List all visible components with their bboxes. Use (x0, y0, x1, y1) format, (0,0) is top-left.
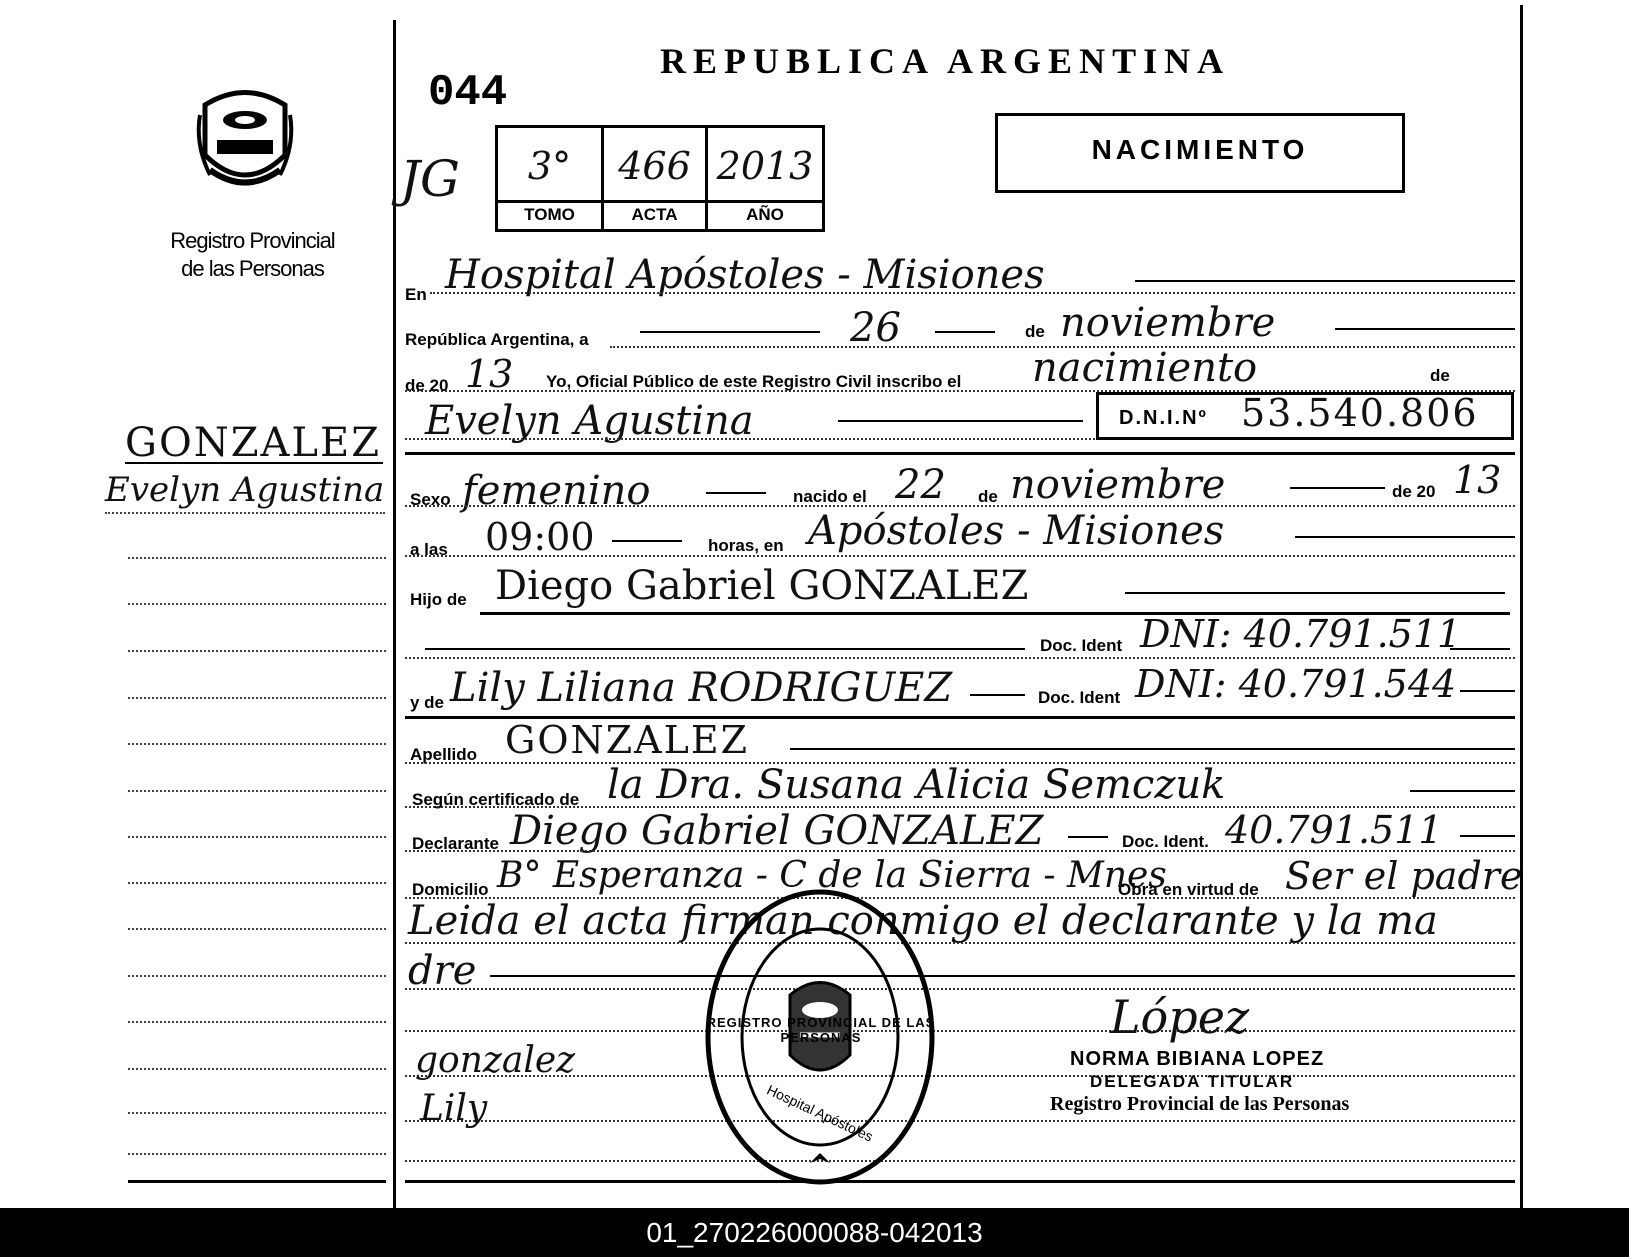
fill-day-post (935, 331, 995, 333)
signature-declarant: gonzalez (415, 1040, 576, 1081)
fill-declarant-doc (1460, 835, 1515, 837)
fill-mother (970, 694, 1025, 696)
country-title: REPUBLICA ARGENTINA (660, 41, 1231, 81)
margin-dotted-line (128, 697, 386, 699)
margin-dotted-line (128, 1068, 386, 1070)
value-event: nacimiento (1032, 345, 1258, 391)
value-year-suffix: 13 (465, 352, 514, 396)
tomo-cell (498, 128, 604, 229)
value-certificate-by: la Dra. Susana Alicia Semczuk (607, 762, 1226, 808)
fill-child-names (838, 420, 1083, 422)
label-de-end: de (1430, 366, 1450, 385)
anio-value: 2013 (716, 144, 814, 188)
label-en: En (405, 285, 427, 304)
stamp-ring-text: REGISTRO PROVINCIAL DE LAS PERSONAS (706, 1015, 936, 1045)
document-id: 01_270226000088-042013 (646, 1217, 983, 1248)
value-child-names: Evelyn Agustina (425, 398, 754, 444)
label-a-las: a las (410, 540, 448, 559)
tomo-label: TOMO (498, 200, 601, 229)
acta-label: ACTA (604, 200, 705, 229)
document-id-bar (0, 1208, 1629, 1257)
fill-surname (790, 748, 1515, 750)
label-nacido-el: nacido el (793, 487, 867, 506)
line-place (430, 292, 1515, 294)
fill-closing-2 (490, 975, 1515, 977)
value-by-virtue: Ser el padre (1285, 854, 1523, 898)
value-place: Hospital Apóstoles - Misiones (445, 252, 1045, 298)
margin-dotted-line (128, 557, 386, 559)
value-father-doc: DNI: 40.791.511 (1140, 612, 1462, 656)
label-domicilio: Domicilio (412, 880, 489, 899)
margin-bottom-rule (128, 1180, 386, 1183)
rule-after-names (405, 452, 1515, 455)
label-apellido: Apellido (410, 745, 478, 764)
value-declarant-doc: 40.791.511 (1225, 808, 1443, 852)
line-father-doc (405, 657, 1515, 659)
signature-mother: Lily (420, 1088, 488, 1129)
fill-hour (612, 540, 682, 542)
label-de-mid: de (978, 487, 998, 506)
label-republica: República Argentina, a (405, 330, 589, 349)
fill-certificate (1410, 790, 1515, 792)
value-birth-year-suffix: 13 (1453, 458, 1502, 502)
margin-dotted-line (128, 603, 386, 605)
line-declarant (405, 850, 1515, 852)
value-father: Diego Gabriel GONZALEZ (495, 563, 1029, 609)
line-closing-2 (405, 988, 1515, 990)
value-surname: GONZALEZ (505, 718, 749, 762)
label-sexo: Sexo (410, 490, 451, 509)
margin-surname-rule (125, 462, 383, 464)
officer-name: NORMA BIBIANA LOPEZ (1070, 1048, 1325, 1070)
label-declarante: Declarante (412, 834, 499, 853)
anio-label: AÑO (708, 200, 822, 229)
label-de: de (1025, 322, 1045, 341)
margin-dotted-line (128, 1153, 386, 1155)
left-frame-line (393, 20, 396, 1208)
signature-line (405, 1030, 1515, 1032)
margin-dotted-line (128, 1112, 386, 1114)
value-mother-doc: DNI: 40.791.544 (1135, 662, 1457, 706)
fill-mother-doc (1460, 690, 1515, 692)
officer-title: DELEGADA TITULAR (1090, 1072, 1295, 1091)
signature-line (405, 1120, 1515, 1122)
margin-dotted-line (128, 836, 386, 838)
right-frame-line (1520, 5, 1523, 1208)
coat-of-arms-emblem (195, 85, 295, 205)
fill-birth-month (1290, 487, 1385, 489)
value-month: noviembre (1060, 300, 1276, 346)
label-yo-oficial: Yo, Oficial Público de este Registro Civil inscribo el (546, 372, 962, 391)
value-closing-1: Leida el acta firman conmigo el declarante y la ma (408, 898, 1438, 944)
margin-dotted-line (128, 650, 386, 652)
label-obra: Obra en virtud de (1118, 880, 1259, 899)
value-birth-place: Apóstoles - Misiones (808, 508, 1225, 554)
issuer-line-1: Registro Provincial (170, 228, 335, 253)
official-stamp (700, 885, 940, 1190)
fill-day-pre (640, 331, 820, 333)
margin-given-rule (105, 512, 385, 514)
label-hijo-de: Hijo de (410, 590, 467, 609)
label-doc-ident-2: Doc. Ident (1038, 688, 1121, 707)
officer-org: Registro Provincial de las Personas (1050, 1093, 1350, 1115)
margin-dotted-line (128, 882, 386, 884)
margin-dotted-line (128, 743, 386, 745)
tomo-value: 3° (527, 144, 572, 188)
line-child-names (405, 438, 1095, 440)
line-hour (405, 555, 1515, 557)
margin-dotted-line (128, 928, 386, 930)
margin-dotted-line (128, 790, 386, 792)
line-sex (405, 505, 1515, 507)
label-segun: Según certificado de (412, 790, 580, 809)
issuer-line-2: de las Personas (181, 256, 324, 281)
acta-value: 466 (618, 144, 691, 188)
value-hour: 09:00 (485, 515, 595, 559)
record-type-box (995, 113, 1405, 193)
anio-cell (708, 128, 822, 229)
margin-given-names: Evelyn Agustina (105, 470, 385, 510)
signature-line (405, 1160, 1515, 1162)
value-sex: femenino (462, 468, 651, 514)
margin-surname: GONZALEZ (125, 420, 381, 466)
fill-birth-place (1295, 536, 1515, 538)
value-birth-day: 22 (895, 462, 946, 508)
value-declarant: Diego Gabriel GONZALEZ (510, 808, 1044, 854)
value-birth-month: noviembre (1010, 462, 1226, 508)
bottom-rule (405, 1180, 1515, 1183)
value-address: B° Esperanza - C de la Sierra - Mnes (497, 855, 1167, 896)
label-y-de: y de (410, 693, 445, 712)
dni-label: D.N.I.Nº (1119, 407, 1208, 429)
line-closing-1 (405, 942, 1515, 944)
stamp-inner-text: Hospital Apóstoles (764, 1081, 876, 1145)
label-doc-ident-3: Doc. Ident. (1122, 832, 1209, 851)
register-initials: JG (400, 150, 460, 208)
arrow-line (1335, 328, 1515, 330)
officer-signature: López (1110, 990, 1250, 1044)
dni-value: 53.540.806 (1241, 391, 1479, 435)
margin-dotted-line (128, 975, 386, 977)
value-day: 26 (850, 305, 901, 351)
value-closing-2: dre (408, 948, 477, 994)
fill-sex (706, 492, 766, 494)
register-box (495, 125, 825, 232)
label-doc-ident: Doc. Ident (1040, 636, 1123, 655)
margin-dotted-line (128, 1021, 386, 1023)
acta-cell (604, 128, 708, 229)
label-horas-en: horas, en (708, 536, 784, 555)
page-number: 044 (428, 68, 508, 118)
fill-father-doc (425, 648, 1025, 650)
dni-box (1096, 392, 1514, 440)
record-type-label: NACIMIENTO (1091, 134, 1309, 165)
label-de20: de 20 (405, 376, 449, 395)
fill-father-doc-end (1450, 648, 1510, 650)
value-mother: Lily Liliana RODRIGUEZ (450, 665, 953, 711)
fill-father (1125, 592, 1505, 594)
label-de20b: de 20 (1392, 482, 1436, 501)
fill-declarant (1068, 836, 1108, 838)
fill-place (1135, 280, 1515, 282)
